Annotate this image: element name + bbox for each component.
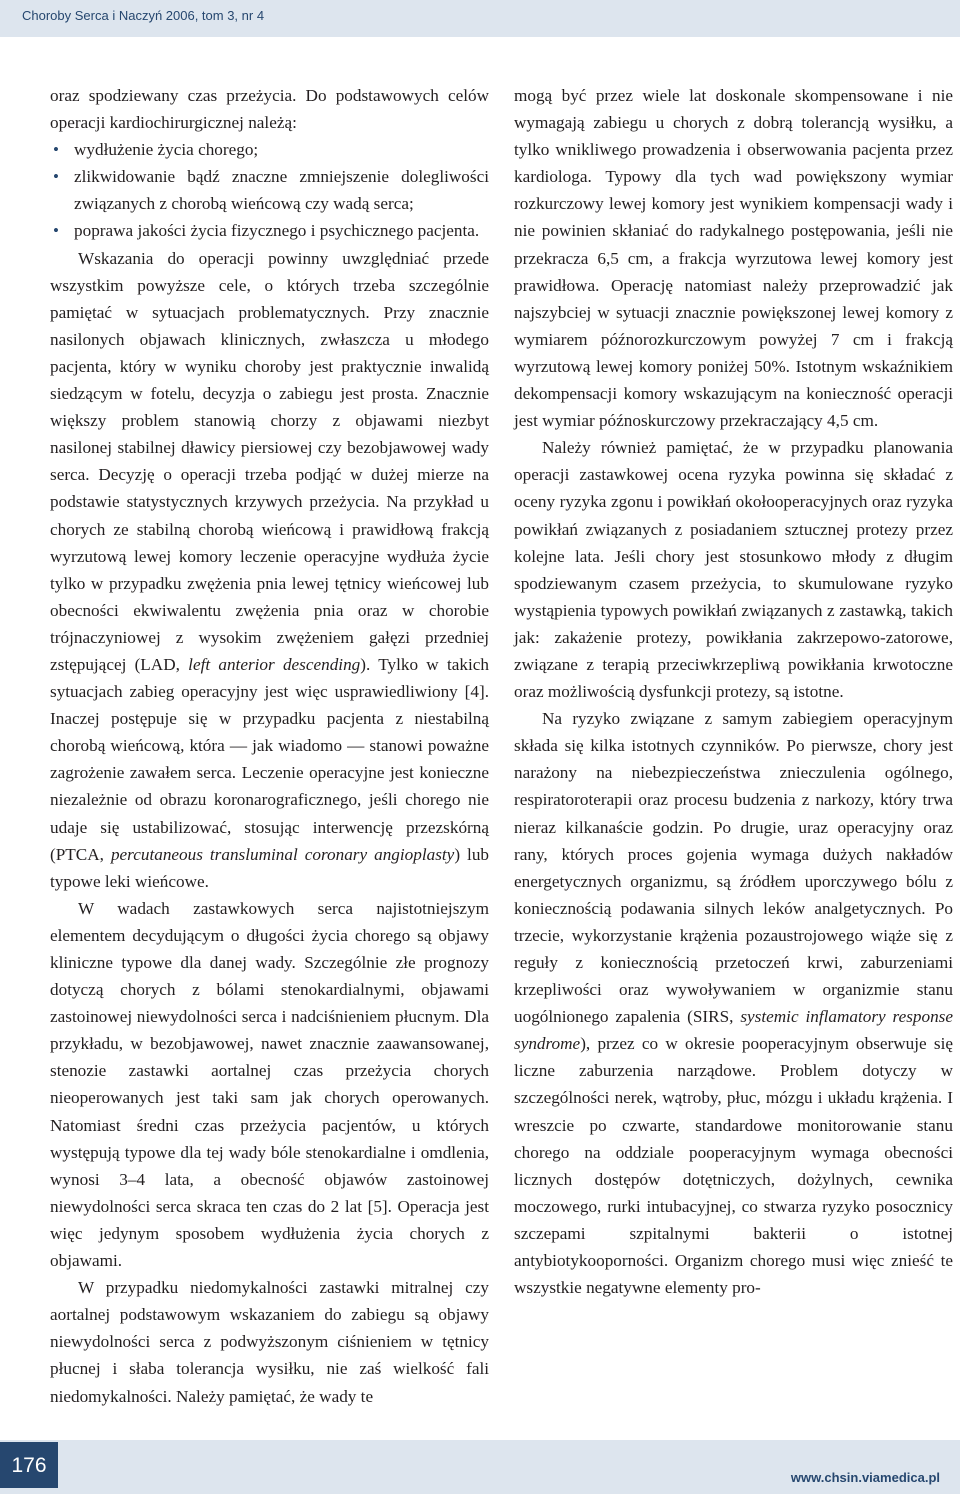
goal-text: poprawa jakości życia fizycznego i psychicznego pacjenta. <box>74 221 480 241</box>
page-number-box <box>0 1442 58 1488</box>
italic-term: systemic inflamatory response syndrome <box>514 1007 954 1054</box>
bullet-icon: • <box>53 167 59 187</box>
risk-paragraph: Należy również pamiętać, że w przypadku planowania operacji zastawkowej ocena ryzyka powinna się składać z oceny ryzyka zgonu i powikłań okołooperacyjnych oraz ryzyka powikłań związanych z posiadaniem sztucznej protezy przez kolejne lata. Jeśli chory jest stosunkowo młody z długim spodziewanym czasem przeżycia, to skumulowane ryzyko wystąpienia typowych powikłań związanych z zastawką, takich jak: zakażenie protezy, powikłania zakrzepowo-zatorowe, związane z terapią przeciwkrzepliwą powikłania krwotoczne oraz możliwością dysfunkcji protezy, są istotne. <box>514 438 953 702</box>
goal-item <box>50 163 489 217</box>
text-run: Wskazania do operacji powinny uwzględniać przede wszystkim powyższe cele, o których trzeba szczególnie pamiętać w sytuacjach problematycznych. Przy znacznie nasilonych objawach klinicznych, zwłaszcza u młodego pacjenta, który w wyniku choroby jest praktycznie inwalidą siedzącym w fotelu, decyzja o zabiegu jest prosta. Znacznie większy problem stanowią chorzy z objawami niezbyt nasilonej stabilnej dławicy piersiowej czy bezobjawowej wady serca. Decyzję o operacji trzeba podjąć w dużej mierze na podstawie statystycznych krzywych przeżycia. Na przykład u chorych ze stabilną chorobą wieńcową i prawidłową frakcją wyrzutową lewej komory leczenie operacyjne wydłuża życie tylko w przypadku zwężenia pnia lewej tętnicy wieńcowej lub obecności ekwiwalentu zwężenia pnia oraz w chorobie trójnaczyniowej z wysokim zwężeniem gałęzi przedniej zstępującej (LAD, <box>50 248 489 674</box>
goal-item <box>50 217 489 244</box>
regurgitation-paragraph: W przypadku niedomykalności zastawki mitralnej czy aortalnej podstawowym wskazaniem do zabiegu są objawy niewydolności serca z podwyższonym ciśnieniem w tętnicy płucnej i słaba tolerancja wysiłku, nie zaś wielkość fali niedomykalności. Należy pamiętać, że wady te <box>50 1278 489 1406</box>
right-column <box>514 82 953 1301</box>
indications-paragraph <box>50 245 489 895</box>
goal-item <box>50 136 489 163</box>
text-run: Na ryzyko związane z samym zabiegiem operacyjnym składa się kilka istotnych czynników. Po pierwsze, chory jest narażony na niebezpieczeństwa znieczulenia ogólnego, respiratoroterapii oraz procesu budzenia z narkozy, który trwa nieraz kilkanaście godzin. Po drugie, uraz operacyjny oraz rany, których proces gojenia wymaga dużych nakładów energetycznych organizmu, są źródłem uporczywego bólu z koniecznością podawania silnych leków analgetycznych. Po trzecie, wykorzystanie krążenia pozaustrojowego wiąże się z reguły z koniecznością przetoczeń krwi, zaburzeniami krzepliwości oraz wywoływaniem w organizmie stanu uogólnionego zapalenia (SIRS, <box>514 709 953 1027</box>
journal-title: Choroby Serca i Naczyń 2006, tom 3, nr 4 <box>22 8 265 23</box>
website-link[interactable]: www.chsin.viamedica.pl <box>790 1470 940 1485</box>
text-run: ). Tylko w takich sytuacjach zabieg operacyjny jest więc usprawiedliwiony [4]. Inaczej postępuje się w przypadku pacjenta z niestabilną chorobą wieńcową, która — jak wiadomo — stanowi poważne zagrożenie zawałem serca. Leczenie operacyjne jest konieczne niezależnie od obrazu koronarograficznego, jeśli chorego nie udaje się ustabilizować, stosując interwencję przezskórną (PTCA, <box>50 654 489 864</box>
bullet-icon: • <box>53 221 59 241</box>
left-column <box>50 82 489 1410</box>
text-run: ), przez co w okresie pooperacyjnym obserwuje się liczne zaburzenia narządowe. Problem dotyczy w szczególności nerek, wątroby, płuc, mózgu i układu krążenia. I wreszcie po czwarte, standardowe monitorowanie stanu chorego na oddziale pooperacyjnym wymaga obecności licznych dostępów dotętniczych, dożylnych, cewnika moczowego, rurki intubacyjnej, co stwarza ryzyko posocznicy szczepami szpitalnymi bakterii o istotnej antybiotykooporności. Organizm chorego musi więc znieść te wszystkie negatywne elementy pro- <box>514 1034 953 1298</box>
surgical-risk-paragraph <box>514 705 953 1301</box>
footer-bar <box>0 1440 960 1494</box>
compensation-paragraph: mogą być przez wiele lat doskonale skompensowane i nie wymagają zabiegu u chorych z dobrą tolerancją wysiłku, a tylko wnikliwego prowadzenia i obserwowania pacjenta przez kardiologa. Typowy dla tych wad powiększony wymiar rozkurczowy lewej komory jest wynikiem kompensacji wady i nie powinien skłaniać do radykalnego postępowania, jeśli nie przekracza 6,5 cm, a frakcja wyrzutowa lewej komory jest prawidłowa. Operację natomiast należy przeprowadzić jak najszybciej w sytuacji znacznie powiększonej lewej komory z wymiarem późnorozkurczowym powyżej 7 cm i frakcją wyrzutową lewej komory poniżej 50%. Istotnym wskaźnikiem dekompensacji komory wskazującym na konieczność operacji jest wymiar późnoskurczowy przekraczający 4,5 cm. <box>514 86 953 431</box>
page-number: 176 <box>11 1454 47 1477</box>
goal-text: wydłużenie życia chorego; <box>74 140 259 160</box>
text-run: ) lub typowe leki wieńcowe. <box>50 844 490 891</box>
header-bar <box>0 0 960 37</box>
italic-term: percutaneous transluminal coronary angioplasty <box>110 844 455 864</box>
valvular-paragraph: W wadach zastawkowych serca najistotniejszym elementem decydującym o długości życia chorego są objawy kliniczne typowe dla danej wady. Szczególnie złe prognozy dotyczą chorych z bólami stenokardialnymi, objawami zastoinowej niewydolności serca i nadciśnieniem płucnym. Dla przykładu, w bezobjawowej, nawet znacznie zaawansowanej, stenozie zastawki aortalnej czas przeżycia chorych nieoperowanych jest taki sam jak chorych operowanych. Natomiast średni czas przeżycia pacjentów, u których występują typowe dla tej wady bóle stenokardialne i omdlenia, wynosi 3–4 lata, a obecność objawów zastoinowej niewydolności serca skraca ten czas do 2 lat [5]. Operacja jest więc jedynym sposobem wydłużenia życia chorych z objawami. <box>50 898 489 1271</box>
bullet-icon: • <box>53 140 59 160</box>
intro-paragraph: oraz spodziewany czas przeżycia. Do podstawowych celów operacji kardiochirurgicznej należą: <box>50 86 489 133</box>
italic-term: left anterior descending <box>188 654 361 674</box>
goals-list <box>50 136 489 244</box>
goal-text: zlikwidowanie bądź znaczne zmniejszenie dolegliwości związanych z chorobą wieńcową czy wadą serca; <box>74 167 489 214</box>
